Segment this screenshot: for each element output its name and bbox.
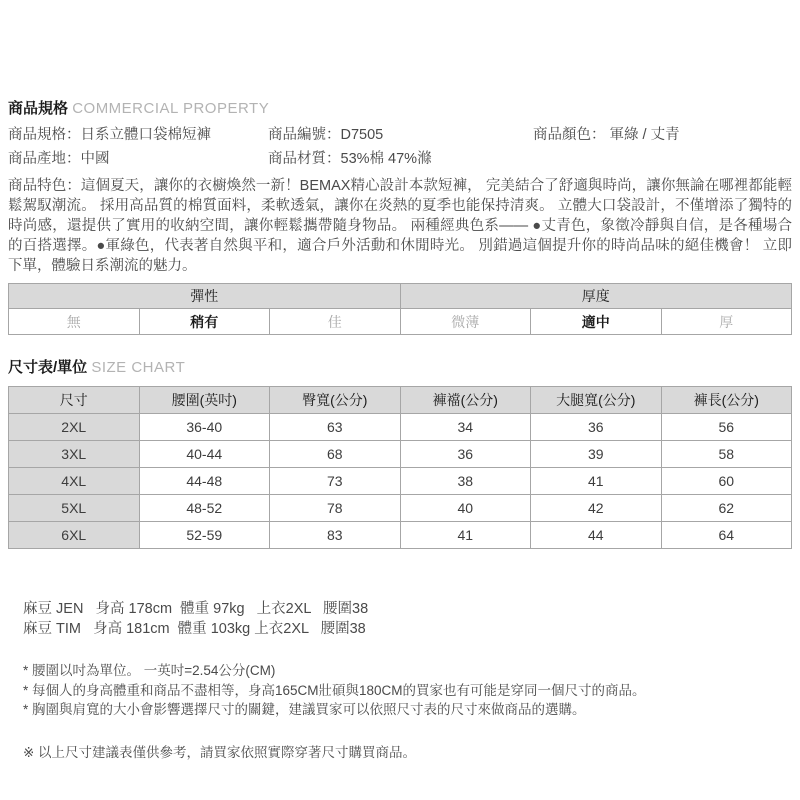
crotch-value: 36: [400, 441, 531, 468]
model-info-tim: 麻豆 TIM 身高 181cm 體重 103kg 上衣2XL 腰圍38: [23, 621, 366, 637]
section-title-en: COMMERCIAL PROPERTY: [72, 100, 270, 117]
footnote-chest-shoulder: * 胸圍與肩寬的大小會影響選擇尺寸的關鍵，建議買家可以依照尺寸表的尺寸來做商品的選購。: [23, 702, 586, 717]
size-label: 4XL: [9, 468, 140, 495]
waist-value: 40-44: [139, 441, 270, 468]
waist-value: 36-40: [139, 414, 270, 441]
hip-value: 78: [270, 495, 401, 522]
elasticity-header: 彈性: [9, 284, 401, 309]
col-header-thigh: 大腿寬(公分): [531, 387, 662, 414]
crotch-value: 40: [400, 495, 531, 522]
product-origin-field: 商品產地：中國: [8, 151, 110, 167]
waist-value: 48-52: [139, 495, 270, 522]
attr-table-options-row: [9, 309, 792, 335]
col-header-length: 褲長(公分): [661, 387, 792, 414]
size-label: 5XL: [9, 495, 140, 522]
thigh-value: 42: [531, 495, 662, 522]
col-header-waist: 腰圍(英吋): [139, 387, 270, 414]
section-title-size-chart: [8, 359, 792, 377]
hip-value: 73: [270, 468, 401, 495]
size-chart-section: [8, 359, 792, 549]
thickness-option-medium-selected: 適中: [531, 309, 662, 335]
size-label: 3XL: [9, 441, 140, 468]
size-chart-title-zh: 尺寸表/單位: [8, 359, 88, 376]
thigh-value: 44: [531, 522, 662, 549]
size-label: 2XL: [9, 414, 140, 441]
hip-value: 68: [270, 441, 401, 468]
waist-value: 44-48: [139, 468, 270, 495]
size-row-4xl: [9, 468, 792, 495]
col-header-size: 尺寸: [9, 387, 140, 414]
col-header-crotch: 褲襠(公分): [400, 387, 531, 414]
product-color-field: 商品顏色： 軍綠 / 丈青: [533, 127, 680, 143]
product-code-field: 商品編號：D7505: [268, 127, 384, 143]
size-row-6xl: [9, 522, 792, 549]
product-description: 商品特色：這個夏天，讓你的衣櫥煥然一新！BEMAX精心設計本款短褲， 完美結合了舒適與時尚，讓你無論在哪裡都能輕鬆駕馭潮流。 採用高品質的棉質面料，柔軟透氣，讓你在炎熱的夏季也能保持清爽。 立體大口袋設計，不僅增添了獨特的時尚感，還提供了實用的收納空間，讓你輕鬆攜帶隨身物品。 兩種經典色系—— ●丈青色，象徵冷靜與自信，是各種場合的百搭選擇。●軍綠色，代表著自然與平和，適合戶外活動和休閒時光。 別錯過這個提升你的時尚品味的絕佳機會！ 立即下單，體驗日系潮流的魅力。: [8, 178, 792, 274]
section-title-zh: 商品規格: [8, 100, 69, 117]
elasticity-option-none: 無: [9, 309, 140, 335]
size-chart-table: [8, 386, 792, 549]
crotch-value: 38: [400, 468, 531, 495]
length-value: 62: [661, 495, 792, 522]
length-value: 58: [661, 441, 792, 468]
col-header-hip: 臀寬(公分): [270, 387, 401, 414]
size-table-header-row: [9, 387, 792, 414]
thickness-option-thick: 厚: [661, 309, 792, 335]
model-info-jen: 麻豆 JEN 身高 178cm 體重 97kg 上衣2XL 腰圍38: [23, 601, 369, 617]
elasticity-thickness-table: [8, 283, 792, 335]
length-value: 56: [661, 414, 792, 441]
waist-value: 52-59: [139, 522, 270, 549]
product-spec-field: 商品規格：日系立體口袋棉短褲: [8, 127, 211, 143]
size-row-2xl: [9, 414, 792, 441]
elasticity-option-good: 佳: [270, 309, 401, 335]
thigh-value: 41: [531, 468, 662, 495]
section-title-product-spec: [8, 100, 792, 118]
size-row-5xl: [9, 495, 792, 522]
thickness-option-thin: 微薄: [400, 309, 531, 335]
elasticity-option-slight-selected: 稍有: [139, 309, 270, 335]
size-chart-title-en: SIZE CHART: [91, 359, 186, 376]
size-row-3xl: [9, 441, 792, 468]
size-disclaimer: ※ 以上尺寸建議表僅供參考，請買家依照實際穿著尺寸購買商品。: [23, 744, 417, 760]
hip-value: 83: [270, 522, 401, 549]
crotch-value: 41: [400, 522, 531, 549]
size-footnotes: [8, 661, 792, 720]
product-info-grid: [8, 127, 792, 168]
crotch-value: 34: [400, 414, 531, 441]
footnote-height-weight: * 每個人的身高體重和商品不盡相等，身高165CM壯碩與180CM的買家也有可能是穿同一個尺寸的商品。: [23, 682, 646, 698]
thickness-header: 厚度: [400, 284, 792, 309]
length-value: 60: [661, 468, 792, 495]
model-info: [8, 599, 792, 639]
size-label: 6XL: [9, 522, 140, 549]
product-material-field: 商品材質：53%棉 47%滌: [268, 151, 432, 167]
thigh-value: 36: [531, 414, 662, 441]
product-info-spacer: [533, 151, 792, 168]
thigh-value: 39: [531, 441, 662, 468]
attr-table-header-row: [9, 284, 792, 309]
hip-value: 63: [270, 414, 401, 441]
product-spec-section: [8, 100, 792, 335]
length-value: 64: [661, 522, 792, 549]
footnote-unit: * 腰圍以吋為單位。 一英吋=2.54公分(CM): [23, 663, 276, 678]
